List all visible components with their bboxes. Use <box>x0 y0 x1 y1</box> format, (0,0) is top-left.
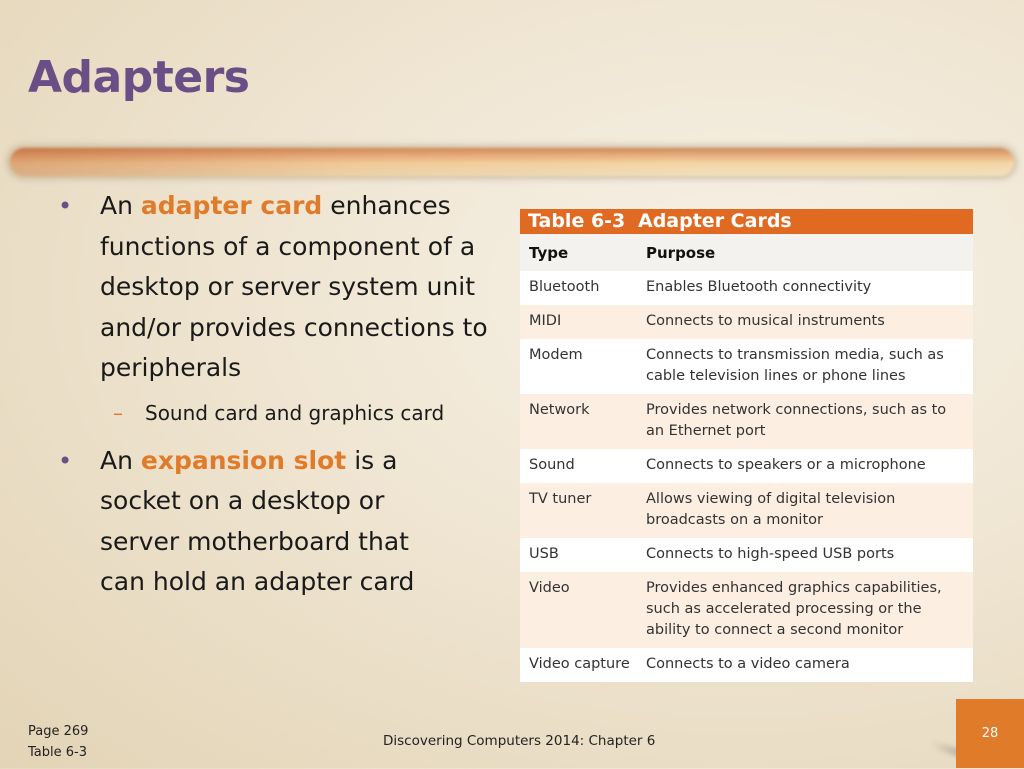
table-reference: Table 6-3 <box>28 745 87 760</box>
bullet-list <box>58 186 508 603</box>
cell-type: Network <box>529 402 590 418</box>
bullet-adapter-card <box>58 186 508 389</box>
slide-title: Adapters <box>28 52 250 103</box>
bullet-icon: • <box>58 192 73 220</box>
column-header-type: Type <box>529 244 569 262</box>
cell-purpose: Provides enhanced graphics capabilities, such as accelerated processing or the ability to connect a second monitor <box>646 580 942 638</box>
table-title: Adapter Cards <box>638 210 792 232</box>
title-divider-bar <box>10 148 1014 176</box>
cell-purpose: Connects to musical instruments <box>646 313 885 329</box>
table-row <box>520 483 973 538</box>
table-header-row <box>520 234 973 271</box>
cell-purpose: Connects to high-speed USB ports <box>646 546 895 562</box>
table-row <box>520 394 973 449</box>
cell-type: TV tuner <box>529 491 592 507</box>
cell-purpose: Connects to speakers or a microphone <box>646 457 926 473</box>
bullet-prefix: An <box>100 445 141 475</box>
adapter-cards-table <box>520 209 973 682</box>
column-header-purpose: Purpose <box>646 244 716 262</box>
table-row <box>520 538 973 572</box>
cell-type: Modem <box>529 347 583 363</box>
sub-bullet-text: Sound card and graphics card <box>145 400 445 425</box>
table-row <box>520 449 973 483</box>
cell-type: Video <box>529 580 570 596</box>
page-reference: Page 269 <box>28 724 89 739</box>
cell-type: USB <box>529 546 559 562</box>
slide-number: 28 <box>956 699 1024 768</box>
cell-type: Bluetooth <box>529 279 600 295</box>
cell-purpose: Allows viewing of digital television broadcasts on a monitor <box>646 491 896 528</box>
bullet-text: enhances functions of a component of a desktop or server system unit and/or provides connections to peripherals <box>100 191 488 382</box>
bullet-icon: • <box>58 446 73 475</box>
footer-references <box>28 721 88 763</box>
cell-type: Video capture <box>529 656 630 672</box>
table-row <box>520 572 973 648</box>
cell-purpose: Connects to a video camera <box>646 656 850 672</box>
table-row <box>520 339 973 394</box>
cell-type: MIDI <box>529 313 562 329</box>
bullet-prefix: An <box>100 191 141 220</box>
table-row <box>520 648 973 682</box>
table-caption <box>520 209 973 234</box>
sub-bullet <box>58 399 508 427</box>
key-term-adapter-card: adapter card <box>140 191 323 220</box>
cell-type: Sound <box>529 457 575 473</box>
table-row <box>520 271 973 305</box>
cell-purpose: Connects to transmission media, such as cable television lines or phone lines <box>646 347 944 384</box>
cell-purpose: Enables Bluetooth connectivity <box>646 279 872 295</box>
cell-purpose: Provides network connections, such as to an Ethernet port <box>646 402 947 439</box>
sub-bullet-dash-icon: – <box>113 400 123 425</box>
table-number: Table 6-3 <box>528 210 626 232</box>
bullet-text: is a socket on a desktop or server motherboard that can hold an adapter card <box>100 445 415 596</box>
footer-source: Discovering Computers 2014: Chapter 6 <box>383 733 656 749</box>
key-term-expansion-slot: expansion slot <box>140 445 347 475</box>
bullet-expansion-slot <box>58 441 460 603</box>
table-row <box>520 305 973 339</box>
